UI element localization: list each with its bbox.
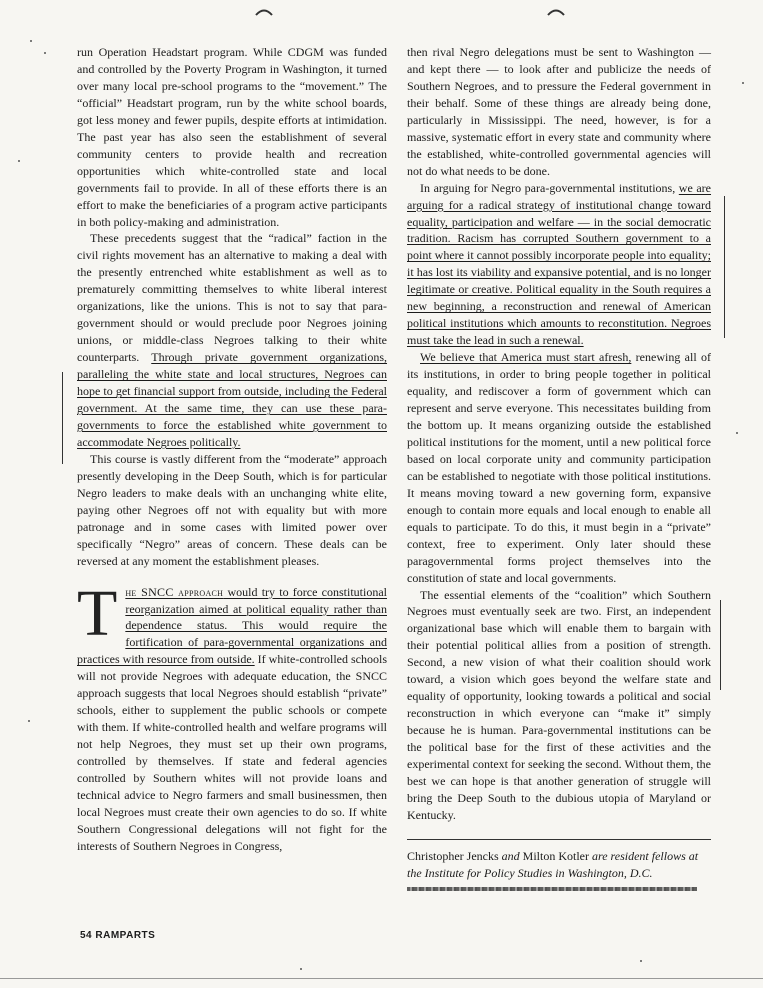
margin-bracket-left: [62, 372, 63, 464]
scan-edge: [0, 978, 763, 979]
scan-speck: [736, 432, 738, 434]
scan-artifact-bar: [407, 887, 697, 891]
author-name-2: Milton Kotler: [519, 849, 589, 863]
author-name-1: Christopher Jencks: [407, 849, 499, 863]
scan-speck: [28, 720, 30, 722]
page-folio: 54 RAMPARTS: [80, 930, 156, 941]
left-paragraph-4: [77, 576, 387, 855]
left-column: [77, 44, 387, 855]
left-paragraph-4-underlined: would try to force constitutional reorganization aimed at political equality rather than dependence status. This would require the fortification of para-governmental organizations and practices with resource from outside.: [77, 584, 387, 667]
credit-divider: [407, 839, 711, 840]
scan-speck: [44, 52, 46, 54]
scan-speck: [300, 968, 302, 970]
section-lead-in: he SNCC approach: [125, 584, 224, 599]
scan-speck: [742, 82, 744, 84]
left-paragraph-2-underlined: Through private government organizations, paralleling the white state and local structures, Negroes can hope to get financial support from outside, including the Federal government. At the same time, they can use these para-governments to force the established white government to accommodate Negroes politically.: [77, 350, 388, 449]
right-paragraph-2: [407, 180, 711, 350]
author-credit: [407, 848, 711, 882]
scan-speck: [640, 960, 642, 962]
crop-mark-left: [255, 6, 273, 16]
left-paragraph-2: [77, 230, 387, 450]
right-column: [407, 44, 711, 824]
left-paragraph-3: This course is vastly different from the “moderate” approach presently developing in the Deep South, which is for particular Negro leaders to make deals with an unchanging white elite, paying other Negroes off not with equality but with more patronage and in some cases with limited power over specifically “Negro” areas of concern. These deals can be reversed at any moment the establishment pleases.: [77, 451, 387, 568]
right-paragraph-2-underlined: we are arguing for a radical strategy of institutional change toward equality, participation and welfare — in the social democratic tradition. Racism has corrupted Southern government to a point where it cannot possibly incorporate people into equality; it has lost its viability and expansive potential, and is no longer legitimate or creative. Political equality in the South requires a new beginning, a reconstruction and renewal of American political institutions which amounts to reconstitution. Negroes must take the lead in such a renewal.: [407, 180, 712, 348]
credit-and: and: [501, 849, 520, 863]
left-paragraph-1: run Operation Headstart program. While CDGM was funded and controlled by the Poverty Program in Washington, it turned over many local pre-school programs to the “movement.” The “official” Headstart program, run by the white school boards, got less money and fewer pupils, despite efforts at intimidation. The past year has also seen the establishment of several community centers to provide health and recreation opportunities which white-controlled state and local governments fail to provide. In all of these efforts there is an effort to make the beneficiaries of a program active participants in both policy-making and administration.: [77, 45, 387, 229]
left-paragraph-4-text: If white-controlled schools will not provide Negroes with adequate education, the SNCC approach suggests that local Negroes should establish “private” schools, either to supplement the public schools or compete with them. If white-controlled health and welfare programs will not help Negroes, they must set up their own programs, controlled by themselves. If state and federal agencies controlled by Southern whites will not provide loans and technical advice to Negro farmers and small businessmen, then local Negroes must create their own agencies to do so. If white Southern Congressional delegations will not fight for the interests of Southern Negroes in Congress,: [77, 652, 387, 853]
right-paragraph-3: [407, 349, 711, 586]
right-paragraph-3-text: renewing all of its institutions, in order to bring people together in political equality, and rediscover a form of government which can represent and serve everyone. This necessitates building from the bottom up. It means organizing outside the established political institutions for the moment, until a new political force based on local corporate unity and community participation can be established to negotiate with those political institutions. It means moving toward a new governing form, expansive enough to contain more equals and local enough to enable all equals to participate. To do this, it must begin in a “private” context, free to experiment. Only later should these paragovernmental forms project themselves into the constitution of state and local governments.: [407, 350, 712, 585]
margin-bracket-right-2: [720, 600, 721, 690]
drop-cap: T: [77, 576, 118, 650]
scan-speck: [18, 160, 20, 162]
crop-mark-right: [547, 6, 565, 16]
right-paragraph-2-text: In arguing for Negro para-governmental institutions,: [420, 180, 679, 195]
right-paragraph-3-underlined: We believe that America must start afresh,: [420, 350, 632, 365]
right-paragraph-1: then rival Negro delegations must be sent to Washington — and kept there — to look after and publicize the needs of Southern Negroes, and to pressure the Federal government in their behalf. Some of these things are already being done, particularly in Mississippi. The need, however, is for a massive, systematic effort in every state and community where the established, white-controlled governmental agencies will not do what needs to be done.: [407, 45, 711, 178]
scan-speck: [30, 40, 32, 42]
right-paragraph-4: The essential elements of the “coalition” which Southern Negroes must eventually seek are two. First, an independent organizational base which will enable them to bargain with their potential political allies from a position of strength. Second, a new vision of what their coalition should work toward, a vision which goes beyond the welfare state and equality of opportunity, looking towards a political and social reconstruction in which everyone can “make it” simply because he is human. Para-governmental institutions can be the political base for the first of these activities and the experimental context for seeking the second. Without them, the best we can hope is that another generation of struggle will bring the Deep South to the dubious utopia of Maryland or Kentucky.: [407, 587, 711, 822]
author-role: are resident fellows at the Institute for Policy Studies in Washington, D.C.: [407, 849, 699, 880]
left-paragraph-2-text: These precedents suggest that the “radical” faction in the civil rights movement has an alternative to making a deal with the presently entrenched white establishment as well as to prematurely committing themselves to white liberal interest organizations, like the unions. This is not to say that para-government should or would preclude poor Negroes joining unions, or middle-class Negroes talking to their white counterparts.: [77, 231, 387, 365]
margin-bracket-right-1: [724, 196, 725, 338]
